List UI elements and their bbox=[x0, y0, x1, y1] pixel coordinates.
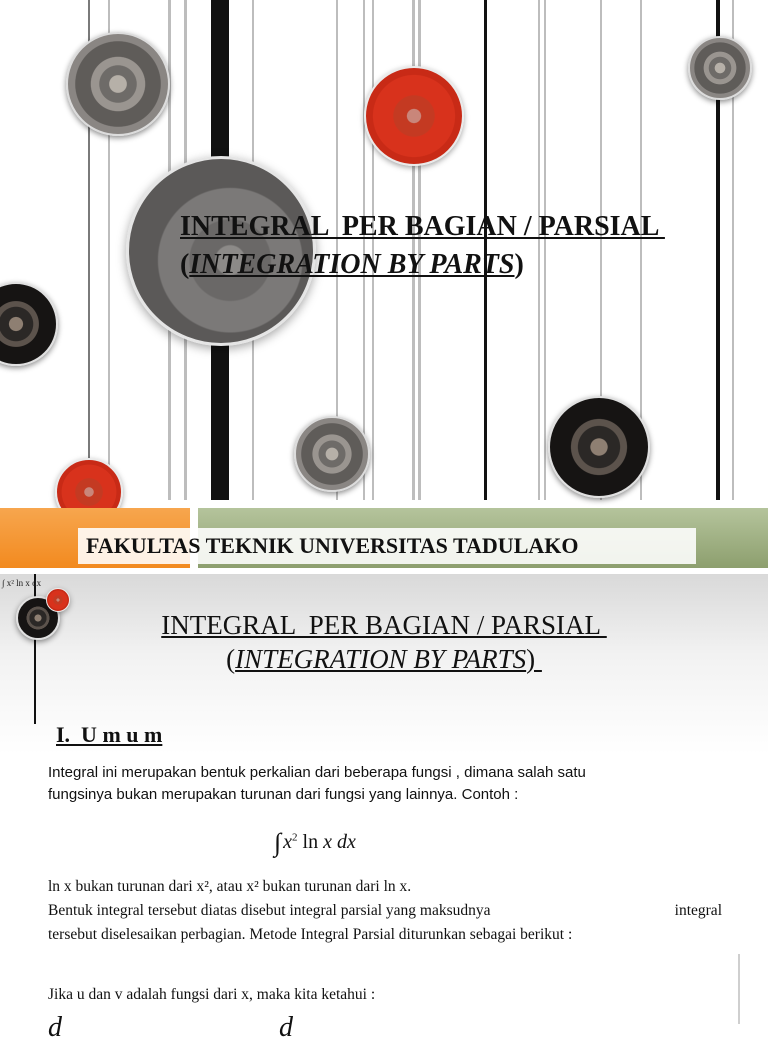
title-paren-open: ( bbox=[226, 644, 236, 674]
title-paren-close: ) bbox=[526, 644, 542, 674]
title-line-2 bbox=[0, 642, 768, 676]
gray-swirl-circle bbox=[66, 32, 170, 136]
paragraph-line: tersebut diselesaikan perbagian. Metode Integral Parsial diturunkan sebagai berikut : bbox=[48, 926, 573, 943]
stripe bbox=[738, 954, 740, 1024]
black-swirl-circle bbox=[548, 396, 650, 498]
faculty-footer: FAKULTAS TEKNIK UNIVERSITAS TADULAKO bbox=[86, 533, 579, 558]
red-swirl-circle bbox=[364, 66, 464, 166]
slide-title bbox=[0, 608, 768, 676]
formula-exponent: 2 bbox=[292, 831, 298, 844]
cut-off-formula: d d bbox=[48, 1012, 293, 1043]
formula-var: x bbox=[323, 831, 332, 853]
black-swirl-circle bbox=[0, 282, 58, 366]
title-paren-close: ) bbox=[514, 249, 524, 280]
paragraph-line: Integral ini merupakan bentuk perkalian dari beberapa fungsi , dimana salah satu bbox=[48, 764, 586, 781]
title-paren-open: ( bbox=[180, 249, 190, 280]
formula-x: x bbox=[283, 831, 293, 853]
slide-title bbox=[180, 208, 760, 284]
thumbnail-formula: ∫ x² ln x dx bbox=[2, 578, 42, 588]
gray-swirl-circle bbox=[688, 36, 752, 100]
formula-dx: dx bbox=[336, 831, 356, 853]
paragraph-line: Jika u dan v adalah fungsi dari x, maka kita ketahui : bbox=[48, 986, 376, 1003]
title-line-2 bbox=[180, 246, 760, 284]
example-formula bbox=[274, 828, 356, 858]
integral-sign: ∫ bbox=[274, 828, 282, 857]
formula-ln: ln bbox=[302, 831, 319, 853]
paragraph-text: integral bbox=[674, 902, 722, 919]
paragraph-line: ln x bukan turunan dari x², atau x² bukan turunan dari ln x. bbox=[48, 878, 412, 895]
content-slide bbox=[0, 574, 768, 1043]
paragraph-line: fungsinya bukan merupakan turunan dari fungsi yang lainnya. Contoh : bbox=[48, 786, 519, 803]
title-italic: INTEGRATION BY PARTS bbox=[235, 644, 527, 674]
gray-swirl-circle bbox=[294, 416, 370, 492]
title-line-1: INTEGRAL PER BAGIAN / PARSIAL bbox=[180, 211, 665, 242]
title-italic: INTEGRATION BY PARTS bbox=[189, 249, 515, 280]
paragraph-text: Bentuk integral tersebut diatas disebut integral parsial yang maksudnya bbox=[48, 902, 491, 919]
title-line-1: INTEGRAL PER BAGIAN / PARSIAL bbox=[161, 610, 607, 640]
paragraph-line bbox=[48, 900, 722, 922]
section-heading: I. U m u m bbox=[56, 722, 163, 747]
